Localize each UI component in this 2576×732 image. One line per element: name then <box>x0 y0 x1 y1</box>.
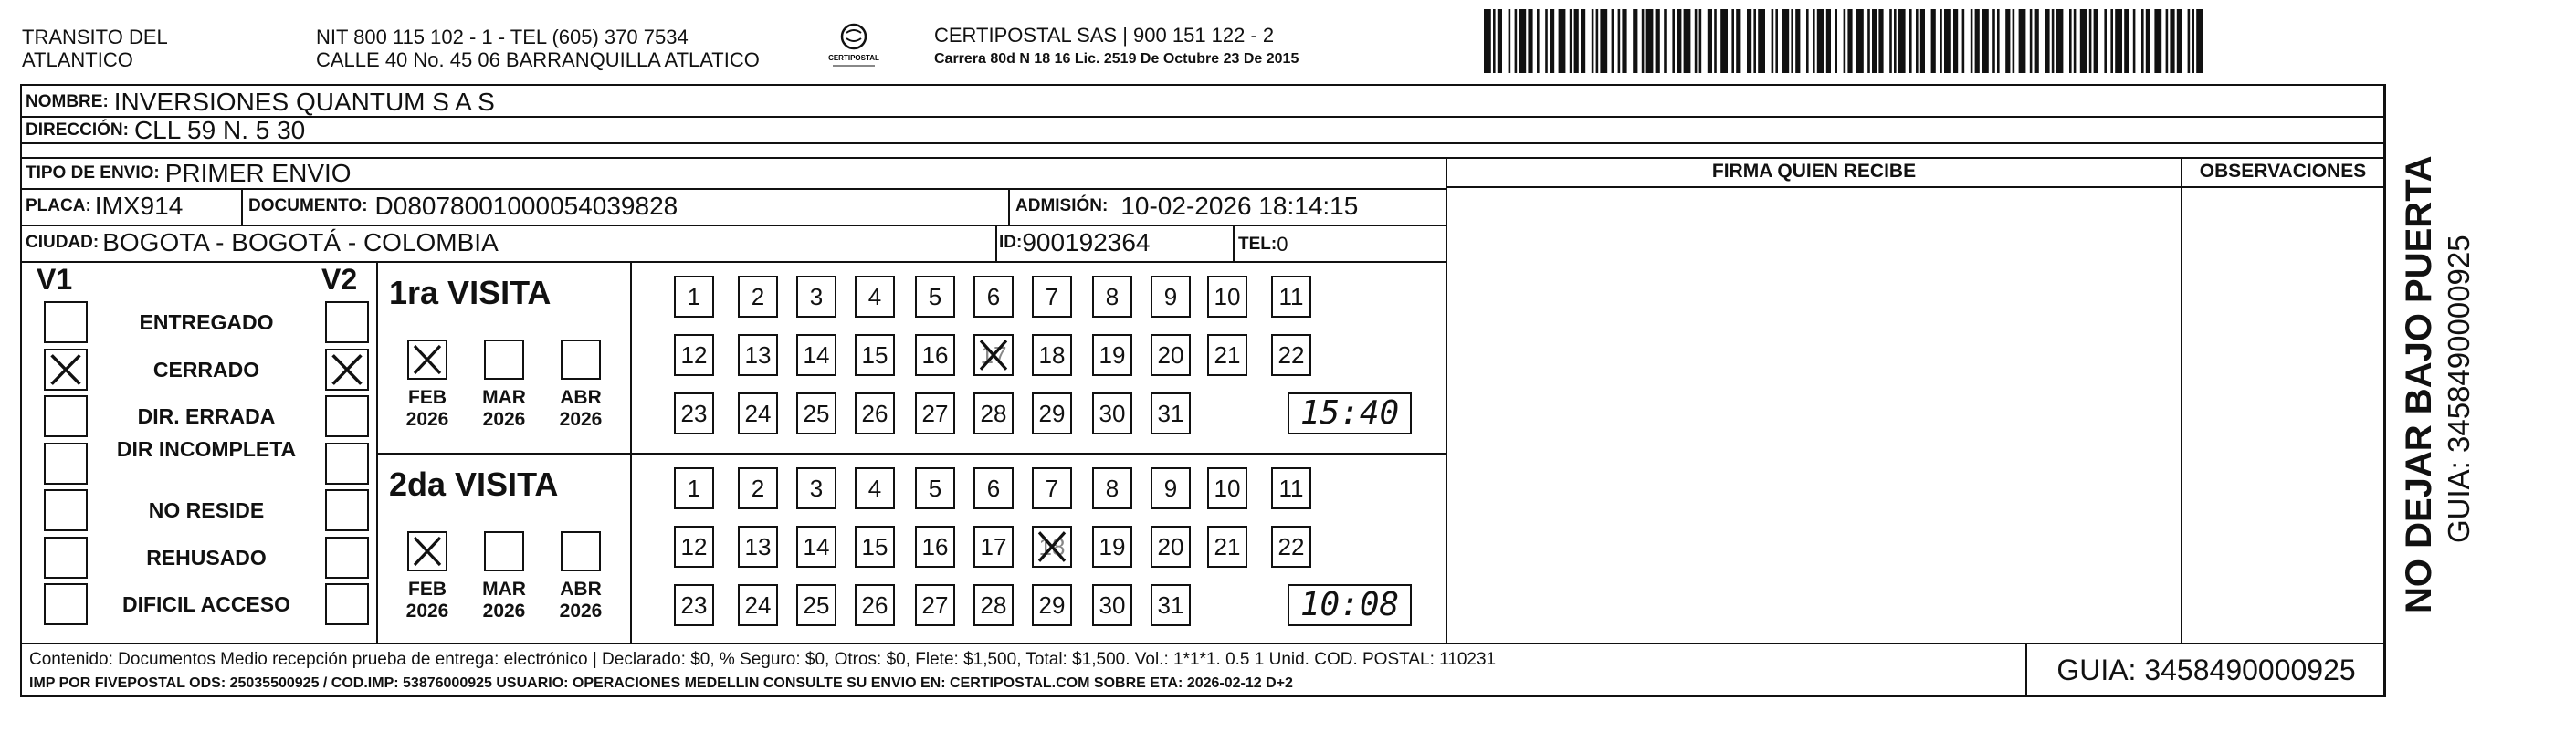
day-box[interactable]: 6 <box>973 467 1014 509</box>
month-name: ABR <box>560 387 602 408</box>
month-year: 2026 <box>559 409 603 430</box>
barcode-bar <box>1596 9 1599 73</box>
v1-checkbox[interactable] <box>44 537 88 579</box>
day-box[interactable]: 24 <box>738 584 778 626</box>
nit-line: NIT 800 115 102 - 1 - TEL (605) 370 7534 <box>316 26 689 48</box>
documento-row <box>248 192 678 221</box>
visit-title: 1ra VISITA <box>389 274 552 311</box>
day-box[interactable]: 9 <box>1151 276 1191 318</box>
visit-time[interactable]: 15:40 <box>1288 392 1412 434</box>
barcode-bar <box>2188 9 2191 73</box>
month-checkbox[interactable] <box>561 340 601 380</box>
barcode-bar <box>1916 9 1919 73</box>
barcode-bar <box>2115 9 2122 73</box>
logo-text: CERTIPOSTAL <box>828 54 879 62</box>
day-box[interactable]: 18 <box>1032 526 1072 568</box>
day-box[interactable]: 22 <box>1271 526 1311 568</box>
status-option-label: DIR INCOMPLETA <box>116 436 297 461</box>
barcode-bar <box>1872 9 1877 73</box>
day-box[interactable]: 11 <box>1271 467 1311 509</box>
v1-checkbox[interactable] <box>44 301 88 343</box>
license-line: Carrera 80d N 18 16 Lic. 2519 De Octubre 23 De 2015 <box>934 51 1299 67</box>
status-option-label: DIFICIL ACCESO <box>121 592 290 616</box>
nombre-row <box>26 88 495 117</box>
documento-value: D08078001000054039828 <box>374 192 678 220</box>
day-box[interactable]: 26 <box>855 392 895 434</box>
barcode-bar <box>1975 9 1980 73</box>
barcode <box>1484 9 2214 75</box>
barcode-bar <box>1731 9 1734 73</box>
day-box[interactable]: 24 <box>738 392 778 434</box>
barcode-bar <box>2080 9 2087 73</box>
barcode-bar <box>2146 9 2150 73</box>
barcode-bar <box>1844 9 1846 73</box>
month-year: 2026 <box>405 601 449 622</box>
barcode-bar <box>1646 9 1654 73</box>
barcode-bar <box>1982 9 1989 73</box>
visit-title: 2da VISITA <box>389 465 559 503</box>
barcode-bar <box>1878 9 1883 73</box>
barcode-bar <box>1642 9 1645 73</box>
tel-label: TEL: <box>1238 235 1277 254</box>
day-box[interactable]: 3 <box>796 467 836 509</box>
day-box[interactable]: 12 <box>674 334 714 376</box>
barcode-bar <box>1699 9 1702 73</box>
day-box[interactable]: 26 <box>855 584 895 626</box>
barcode-bar <box>1826 9 1831 73</box>
day-box[interactable]: 21 <box>1207 334 1247 376</box>
barcode-bar <box>2052 9 2055 73</box>
barcode-bar <box>1997 9 2000 73</box>
address-line: CALLE 40 No. 45 06 BARRANQUILLA ATLATICO <box>316 48 760 71</box>
barcode-bar <box>1484 9 1491 73</box>
month-label <box>395 387 459 431</box>
day-box[interactable]: 20 <box>1151 526 1191 568</box>
barcode-bar <box>1772 9 1774 73</box>
month-name: MAR <box>482 387 526 408</box>
day-box[interactable]: 20 <box>1151 334 1191 376</box>
day-box[interactable]: 15 <box>855 526 895 568</box>
placa-row <box>26 192 183 221</box>
day-box[interactable]: 14 <box>796 334 836 376</box>
v2-checkbox[interactable] <box>325 537 369 579</box>
barcode-bar <box>2019 9 2026 73</box>
barcode-bar <box>2170 9 2174 73</box>
tel-row <box>1238 230 1288 259</box>
day-box[interactable]: 22 <box>1271 334 1311 376</box>
day-box[interactable]: 25 <box>796 392 836 434</box>
barcode-bar <box>1856 9 1864 73</box>
barcode-bar <box>1708 9 1712 73</box>
company-name-line1: TRANSITO DEL <box>22 26 168 48</box>
visit-time[interactable]: 10:08 <box>1288 584 1412 626</box>
barcode-bar <box>1528 9 1532 73</box>
barcode-bar <box>1720 9 1728 73</box>
nombre-label: NOMBRE: <box>26 92 109 111</box>
month-name: FEB <box>408 387 447 408</box>
day-box[interactable]: 16 <box>915 526 955 568</box>
signature-area[interactable] <box>1447 188 2179 643</box>
barcode-bar <box>1889 9 1892 73</box>
barcode-bar <box>1847 9 1852 73</box>
day-box[interactable]: 29 <box>1032 392 1072 434</box>
observaciones-header: OBSERVACIONES <box>2199 161 2367 182</box>
barcode-bar <box>1806 9 1809 73</box>
day-box[interactable]: 28 <box>973 392 1014 434</box>
barcode-bar <box>1971 9 1973 73</box>
admision-row <box>1015 192 1358 221</box>
day-box[interactable]: 7 <box>1032 276 1072 318</box>
barcode-bar <box>2141 9 2144 73</box>
no-dejar-bajo-puerta: NO DEJAR BAJO PUERTA <box>2399 155 2439 613</box>
barcode-bar <box>1574 9 1579 73</box>
carrier-line: CERTIPOSTAL SAS | 900 151 122 - 2 <box>934 24 1275 47</box>
month-checkbox[interactable] <box>407 531 447 571</box>
day-box[interactable]: 30 <box>1092 392 1132 434</box>
day-box[interactable]: 19 <box>1092 334 1132 376</box>
barcode-bar <box>2110 9 2113 73</box>
barcode-bar <box>1600 9 1607 73</box>
v1-checkbox[interactable] <box>44 583 88 625</box>
ciudad-row <box>26 228 499 257</box>
v1-checkbox[interactable] <box>44 395 88 437</box>
v2-checkbox[interactable] <box>325 443 369 485</box>
x-mark-icon <box>327 350 367 389</box>
barcode-bar <box>2089 9 2092 73</box>
day-box[interactable]: 3 <box>796 276 836 318</box>
month-name: ABR <box>560 579 602 600</box>
day-box[interactable]: 23 <box>674 392 714 434</box>
barcode-bar <box>1695 9 1698 73</box>
day-box[interactable]: 30 <box>1092 584 1132 626</box>
day-box[interactable]: 12 <box>674 526 714 568</box>
day-box[interactable]: 11 <box>1271 276 1311 318</box>
x-mark-icon <box>1034 528 1070 566</box>
day-box[interactable]: 13 <box>738 526 778 568</box>
barcode-bar <box>1758 9 1765 73</box>
barcode-bar <box>1677 9 1681 73</box>
placa-value: IMX914 <box>94 192 184 220</box>
barcode-bar <box>1931 9 1936 73</box>
barcode-bar <box>1775 9 1778 73</box>
day-box[interactable]: 29 <box>1032 584 1072 626</box>
barcode-bar <box>1493 9 1496 73</box>
month-checkbox[interactable] <box>484 340 524 380</box>
ciudad-label: CIUDAD: <box>26 233 100 252</box>
barcode-bar <box>1782 9 1789 73</box>
company-contact <box>316 26 760 71</box>
company-name-line2: ATLANTICO <box>22 48 133 71</box>
day-box[interactable]: 2 <box>738 467 778 509</box>
barcode-bar <box>1612 9 1614 73</box>
barcode-bar <box>2013 9 2015 73</box>
contenido-line: Contenido: Documentos Medio recepción prueba de entrega: electrónico | Declarado: $0, % Seguro: $0, Otros: $0, Flete: $1,500, Total: $1,500. Vol.: 1*1*1. 0.5 1 Unid. COD. POSTAL: 110231 <box>29 650 1497 669</box>
direccion-row <box>26 117 305 144</box>
barcode-bar <box>1898 9 1906 73</box>
day-box[interactable]: 21 <box>1207 526 1247 568</box>
barcode-bar <box>1894 9 1897 73</box>
barcode-bar <box>1944 9 1951 73</box>
barcode-bar <box>2074 9 2077 73</box>
barcode-bar <box>1747 9 1751 73</box>
barcode-bar <box>1515 9 1518 73</box>
v1-checkbox[interactable] <box>44 443 88 485</box>
barcode-bar <box>1920 9 1925 73</box>
barcode-bar <box>1581 9 1585 73</box>
barcode-bar <box>1795 9 1800 73</box>
day-box[interactable]: 18 <box>1032 334 1072 376</box>
barcode-bar <box>1672 9 1675 73</box>
x-mark-icon <box>409 533 446 570</box>
barcode-graphic <box>1484 9 2214 75</box>
day-box[interactable]: 28 <box>973 584 1014 626</box>
status-option-label: ENTREGADO <box>139 310 274 334</box>
status-option-label: CERRADO <box>152 357 260 382</box>
barcode-bar <box>1791 9 1793 73</box>
day-box[interactable]: 6 <box>973 276 1014 318</box>
barcode-bar <box>1953 9 1958 73</box>
v2-checkbox[interactable] <box>325 395 369 437</box>
v1-checkbox[interactable] <box>44 489 88 531</box>
v2-header: V2 <box>321 263 358 296</box>
v2-checkbox[interactable] <box>325 583 369 625</box>
day-box[interactable]: 27 <box>915 392 955 434</box>
month-label <box>549 387 613 431</box>
day-box[interactable]: 8 <box>1092 276 1132 318</box>
barcode-bar <box>1550 9 1554 73</box>
barcode-bar <box>1570 9 1572 73</box>
day-box[interactable]: 5 <box>915 467 955 509</box>
month-year: 2026 <box>482 409 526 430</box>
v1-header: V1 <box>37 263 73 296</box>
barcode-bar <box>1992 9 1995 73</box>
barcode-bar <box>2056 9 2064 73</box>
barcode-bar <box>1962 9 1965 73</box>
barcode-bar <box>1656 9 1660 73</box>
company-name <box>22 26 168 71</box>
day-box[interactable]: 31 <box>1151 392 1191 434</box>
barcode-bar <box>1509 9 1511 73</box>
imp-line: IMP POR FIVEPOSTAL ODS: 25035500925 / COD.IMP: 53876000925 USUARIO: OPERACIONES MEDELLIN CONSULTE SU ENVIO EN: CERTIPOSTAL.COM SOBRE ETA: 2026-02-12 D+2 <box>29 675 1293 691</box>
id-row <box>999 228 1150 257</box>
barcode-bar <box>1664 9 1667 73</box>
barcode-bar <box>1714 9 1717 73</box>
barcode-bar <box>1545 9 1548 73</box>
barcode-bar <box>2154 9 2161 73</box>
status-option-label: REHUSADO <box>146 545 267 570</box>
barcode-bar <box>2177 9 2182 73</box>
day-box[interactable]: 19 <box>1092 526 1132 568</box>
nombre-value: INVERSIONES QUANTUM S A S <box>113 88 495 116</box>
barcode-bar <box>1618 9 1621 73</box>
day-box[interactable]: 16 <box>915 334 955 376</box>
barcode-bar <box>2094 9 2098 73</box>
month-label <box>395 579 459 622</box>
guia-footer: GUIA: 3458490000925 <box>2056 654 2356 686</box>
barcode-bar <box>1909 9 1912 73</box>
status-option-label: NO RESIDE <box>148 498 265 522</box>
barcode-bar <box>1519 9 1526 73</box>
barcode-bar <box>1867 9 1870 73</box>
barcode-bar <box>1559 9 1566 73</box>
v2-checkbox[interactable] <box>325 301 369 343</box>
barcode-bar <box>1835 9 1837 73</box>
barcode-bar <box>2069 9 2072 73</box>
barcode-bar <box>2045 9 2049 73</box>
barcode-bar <box>1753 9 1756 73</box>
day-box[interactable]: 9 <box>1151 467 1191 509</box>
barcode-bar <box>1940 9 1942 73</box>
day-box[interactable]: 10 <box>1207 467 1247 509</box>
id-value: 900192364 <box>1022 228 1151 256</box>
barcode-bar <box>2104 9 2107 73</box>
tel-value: 0 <box>1277 233 1288 256</box>
barcode-bar <box>2124 9 2129 73</box>
day-box[interactable]: 17 <box>973 334 1014 376</box>
certipostal-logo <box>822 20 886 71</box>
day-box[interactable]: 27 <box>915 584 955 626</box>
barcode-bar <box>1736 9 1740 73</box>
guia-vertical: GUIA: 3458490000925 <box>2442 235 2476 543</box>
day-box[interactable]: 7 <box>1032 467 1072 509</box>
day-box[interactable]: 8 <box>1092 467 1132 509</box>
v2-checkbox[interactable] <box>325 489 369 531</box>
observations-area[interactable] <box>2182 188 2381 643</box>
day-box[interactable]: 17 <box>973 526 1014 568</box>
day-box[interactable]: 4 <box>855 276 895 318</box>
barcode-bar <box>1684 9 1691 73</box>
x-mark-icon <box>46 350 86 389</box>
ciudad-value: BOGOTA - BOGOTÁ - COLOMBIA <box>102 228 499 256</box>
month-year: 2026 <box>405 409 449 430</box>
month-label <box>549 579 613 622</box>
month-name: FEB <box>408 579 447 600</box>
month-label <box>472 387 536 431</box>
barcode-bar <box>1498 9 1502 73</box>
barcode-bar <box>2030 9 2033 73</box>
v1-checkbox[interactable] <box>44 349 88 391</box>
barcode-bar <box>2133 9 2136 73</box>
v2-checkbox[interactable] <box>325 349 369 391</box>
barcode-bar <box>2005 9 2010 73</box>
x-mark-icon <box>409 341 446 378</box>
month-name: MAR <box>482 579 526 600</box>
placa-label: PLACA: <box>26 196 91 215</box>
day-box[interactable]: 2 <box>738 276 778 318</box>
month-year: 2026 <box>482 601 526 622</box>
barcode-bar <box>1633 9 1637 73</box>
barcode-bar <box>2196 9 2203 73</box>
direccion-value: CLL 59 N. 5 30 <box>133 116 306 144</box>
barcode-bar <box>1622 9 1626 73</box>
barcode-bar <box>2192 9 2194 73</box>
status-option-label: DIR. ERRADA <box>137 404 276 428</box>
barcode-bar <box>2166 9 2169 73</box>
day-box[interactable]: 15 <box>855 334 895 376</box>
day-box[interactable]: 25 <box>796 584 836 626</box>
firma-header: FIRMA QUIEN RECIBE <box>1711 161 1917 182</box>
month-checkbox[interactable] <box>407 340 447 380</box>
day-box[interactable]: 5 <box>915 276 955 318</box>
barcode-bar <box>1813 9 1815 73</box>
direccion-label: DIRECCIÓN: <box>26 120 129 140</box>
x-mark-icon <box>975 336 1012 374</box>
month-year: 2026 <box>559 601 603 622</box>
admision-label: ADMISIÓN: <box>1015 196 1109 215</box>
month-checkbox[interactable] <box>484 531 524 571</box>
day-box[interactable]: 14 <box>796 526 836 568</box>
id-label: ID: <box>999 233 1023 252</box>
tipo-value: PRIMER ENVIO <box>164 159 352 187</box>
tipo-row <box>26 159 352 188</box>
documento-label: DOCUMENTO: <box>248 196 368 215</box>
month-label <box>472 579 536 622</box>
day-box[interactable]: 31 <box>1151 584 1191 626</box>
barcode-bar <box>2035 9 2039 73</box>
day-box[interactable]: 23 <box>674 584 714 626</box>
day-box[interactable]: 1 <box>674 276 714 318</box>
postal-seal-icon <box>822 20 886 71</box>
day-box[interactable]: 4 <box>855 467 895 509</box>
day-box[interactable]: 1 <box>674 467 714 509</box>
barcode-bar <box>1537 9 1540 73</box>
tipo-label: TIPO DE ENVIO: <box>26 163 160 183</box>
day-box[interactable]: 13 <box>738 334 778 376</box>
day-box[interactable]: 10 <box>1207 276 1247 318</box>
month-checkbox[interactable] <box>561 531 601 571</box>
barcode-bar <box>1592 9 1594 73</box>
admision-value: 10-02-2026 18:14:15 <box>1120 192 1359 220</box>
barcode-bar <box>1817 9 1824 73</box>
